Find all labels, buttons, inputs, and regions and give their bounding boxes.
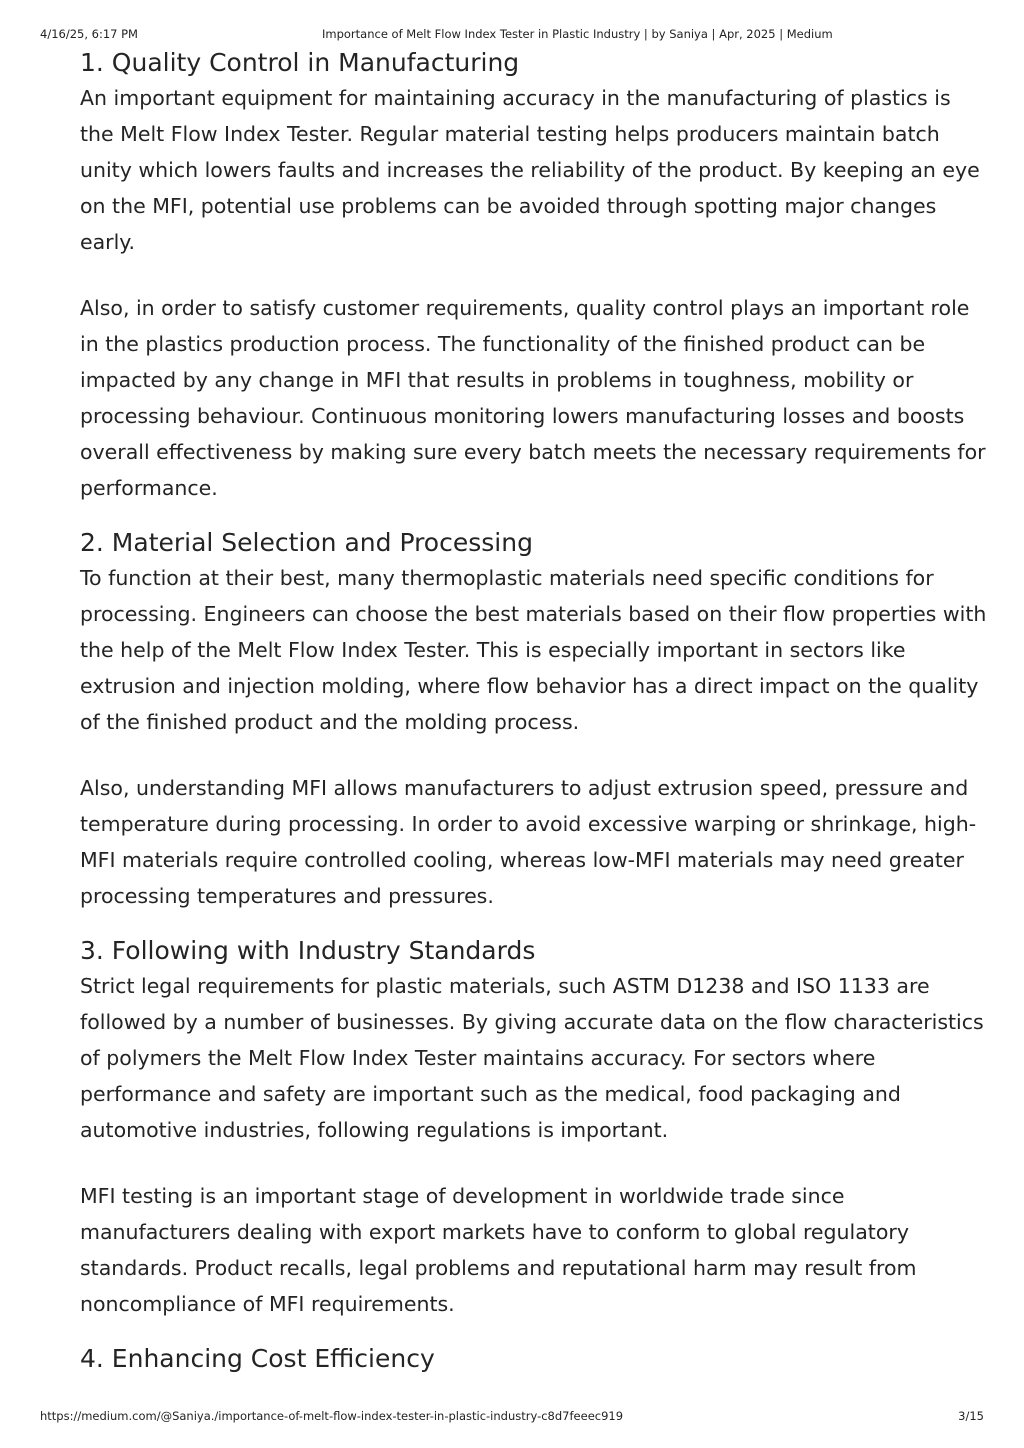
print-url: https://medium.com/@Saniya./importance-of-melt-flow-index-tester-in-plastic-industry-c8d7feeec919 — [40, 1409, 624, 1423]
section-heading-industry-standards: 3. Following with Industry Standards — [80, 936, 536, 965]
paragraph: Strict legal requirements for plastic materials, such ASTM D1238 and ISO 1133 are followed by a number of businesses. By giving accurate data on the flow characteristics of polymers the Melt Flow Index Tester maintains accuracy. For sectors where performance and safety are important such as the medical, food packaging and automotive industries, following regulations is important. — [80, 974, 984, 1142]
paragraph: Also, understanding MFI allows manufacturers to adjust extrusion speed, pressure and temperature during processing. In order to avoid excessive warping or shrinkage, high-MFI materials require controlled cooling, whereas low-MFI materials may need greater processing temperatures and pressures. — [80, 776, 977, 908]
paragraph: MFI testing is an important stage of development in worldwide trade since manufacturers dealing with export markets have to conform to global regulatory standards. Product recalls, legal problems and reputational harm may result from noncompliance of MFI requirements. — [80, 1184, 917, 1316]
article-body — [80, 46, 990, 1376]
section-heading-quality-control: 1. Quality Control in Manufacturing — [80, 48, 520, 77]
section-heading-material-selection: 2. Material Selection and Processing — [80, 528, 533, 557]
page-number: 3/15 — [958, 1409, 984, 1423]
print-datetime: 4/16/25, 6:17 PM — [40, 27, 138, 41]
paragraph: To function at their best, many thermoplastic materials need specific conditions for processing. Engineers can choose the best materials based on their flow properties with the help of the Melt Flow Index Tester. This is especially important in sectors like extrusion and injection molding, where flow behavior has a direct impact on the quality of the finished product and the molding process. — [80, 566, 987, 734]
paragraph: Also, in order to satisfy customer requirements, quality control plays an important role in the plastics production process. The functionality of the finished product can be impacted by any change in MFI that results in problems in toughness, mobility or processing behaviour. Continuous monitoring lowers manufacturing losses and boosts overall effectiveness by making sure every batch meets the necessary requirements for performance. — [80, 296, 986, 500]
print-header — [40, 27, 984, 45]
print-footer — [40, 1409, 984, 1427]
paragraph: An important equipment for maintaining accuracy in the manufacturing of plastics is the Melt Flow Index Tester. Regular material testing helps producers maintain batch unity which lowers faults and increases the reliability of the product. By keeping an eye on the MFI, potential use problems can be avoided through spotting major changes early. — [80, 86, 980, 254]
section-heading-cost-efficiency: 4. Enhancing Cost Efficiency — [80, 1344, 435, 1373]
print-page-title: Importance of Melt Flow Index Tester in Plastic Industry | by Saniya | Apr, 2025 | Medium — [322, 27, 833, 41]
